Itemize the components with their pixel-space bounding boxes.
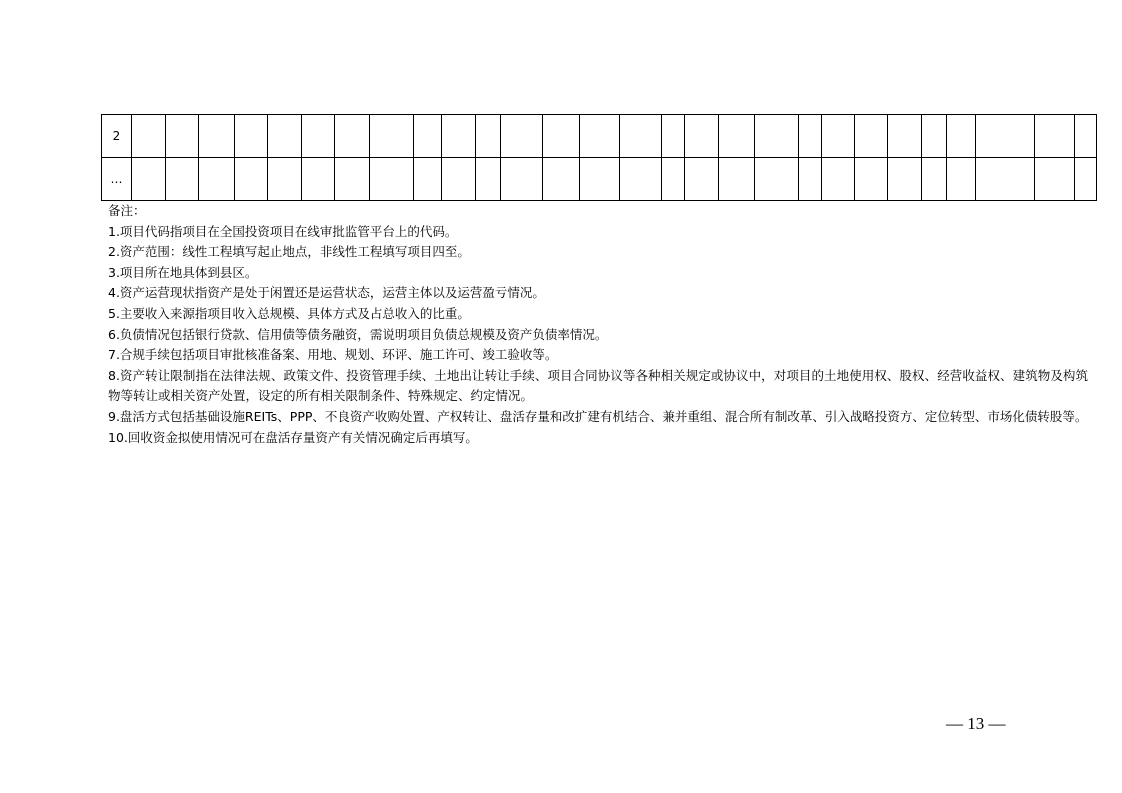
- note-item: 4.资产运营现状指资产是处于闲置还是运营状态，运营主体以及运营盈亏情况。: [108, 285, 545, 301]
- data-table: [101, 114, 1097, 201]
- note-item: 6.负债情况包括银行贷款、信用债等债务融资，需说明项目负债总规模及资产负债率情况。: [108, 326, 608, 342]
- note-item: 1.项目代码指项目在全国投资项目在线审批监管平台上的代码。: [108, 223, 458, 239]
- note-item: 7.合规手续包括项目审批核准备案、用地、规划、环评、施工许可、竣工验收等。: [108, 347, 558, 363]
- notes-heading: 备注：: [108, 203, 146, 218]
- note-item: 5.主要收入来源指项目收入总规模、具体方式及占总收入的比重。: [108, 305, 470, 321]
- note-item: 3.项目所在地具体到县区。: [108, 264, 258, 280]
- table-row: [102, 115, 1097, 158]
- table-row: [102, 158, 1097, 201]
- row-number-cell: 2: [102, 115, 132, 158]
- notes-section: [108, 201, 1088, 448]
- note-item: 10.回收资金拟使用情况可在盘活存量资产有关情况确定后再填写。: [108, 429, 478, 445]
- note-item: 9.盘活方式包括基础设施REITs、PPP、不良资产收购处置、产权转让、盘活存量和改扩建有机结合、兼并重组、混合所有制改革、引入战略投资方、定位转型、市场化债转股等。: [108, 408, 1088, 424]
- page-number: — 13 —: [946, 714, 1006, 733]
- note-item: 2.资产范围：线性工程填写起止地点，非线性工程填写项目四至。: [108, 244, 470, 260]
- note-item: 8.资产转让限制指在法律法规、政策文件、投资管理手续、土地出让转让手续、项目合同协议等各种相关规定或协议中，对项目的土地使用权、股权、经营收益权、建筑物及构筑物等转让或相关资产处置，设定的所有相关限制条件、特殊规定、约定情况。: [108, 367, 1088, 404]
- row-number-cell: …: [102, 158, 132, 201]
